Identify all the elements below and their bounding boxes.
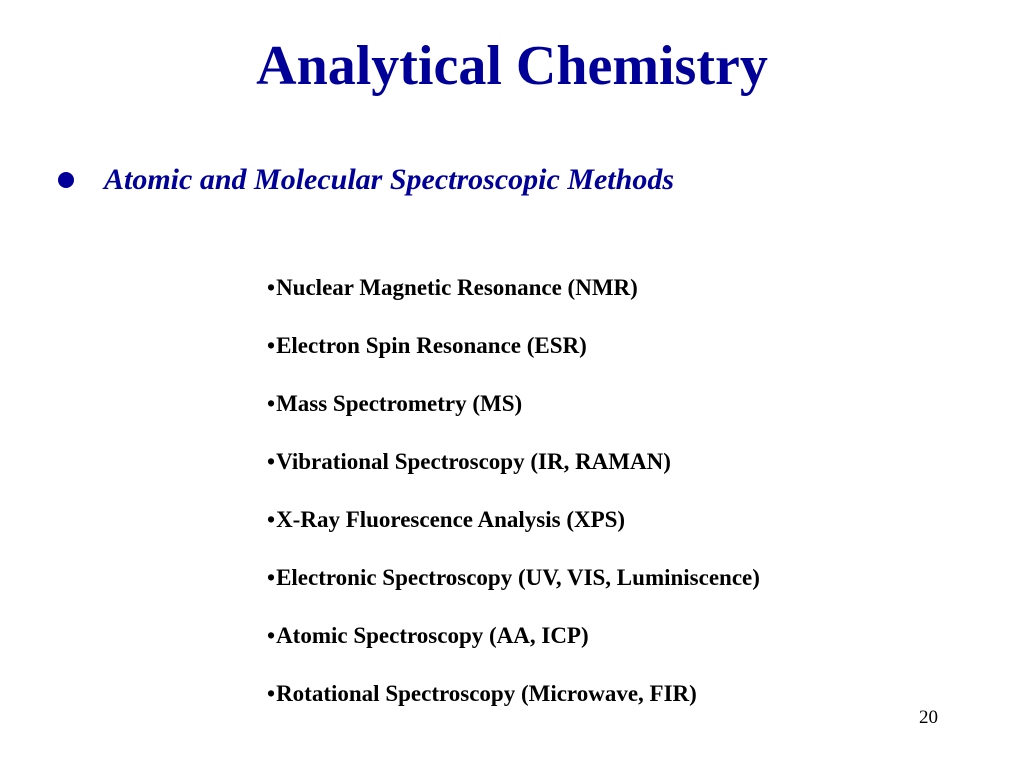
- method-label: Mass Spectrometry (MS): [276, 391, 523, 416]
- main-bullet-text: Atomic and Molecular Spectroscopic Methods: [104, 163, 674, 196]
- sub-bullet-icon: •: [267, 391, 276, 416]
- method-item: [267, 259, 760, 317]
- sub-bullet-icon: •: [267, 275, 276, 300]
- method-item: [267, 607, 760, 665]
- method-label: Electron Spin Resonance (ESR): [276, 333, 587, 358]
- method-item: [267, 433, 760, 491]
- bullet-dot-icon: [58, 172, 74, 188]
- method-item: [267, 665, 760, 723]
- methods-list: [267, 259, 760, 723]
- sub-bullet-icon: •: [267, 623, 276, 648]
- method-item: [267, 549, 760, 607]
- method-item: [267, 375, 760, 433]
- page-number: 20: [919, 707, 938, 728]
- method-label: Electronic Spectroscopy (UV, VIS, Luminiscence): [276, 565, 760, 590]
- sub-bullet-icon: •: [267, 507, 276, 532]
- sub-bullet-icon: •: [267, 681, 276, 706]
- method-label: Vibrational Spectroscopy (IR, RAMAN): [276, 449, 671, 474]
- method-label: Rotational Spectroscopy (Microwave, FIR): [276, 681, 697, 706]
- sub-bullet-icon: •: [267, 565, 276, 590]
- method-item: [267, 317, 760, 375]
- method-label: Atomic Spectroscopy (AA, ICP): [276, 623, 589, 648]
- main-bullet: [58, 158, 674, 202]
- method-label: X-Ray Fluorescence Analysis (XPS): [276, 507, 626, 532]
- sub-bullet-icon: •: [267, 333, 276, 358]
- method-label: Nuclear Magnetic Resonance (NMR): [276, 275, 638, 300]
- slide-title: Analytical Chemistry: [256, 35, 768, 97]
- sub-bullet-icon: •: [267, 449, 276, 474]
- method-item: [267, 491, 760, 549]
